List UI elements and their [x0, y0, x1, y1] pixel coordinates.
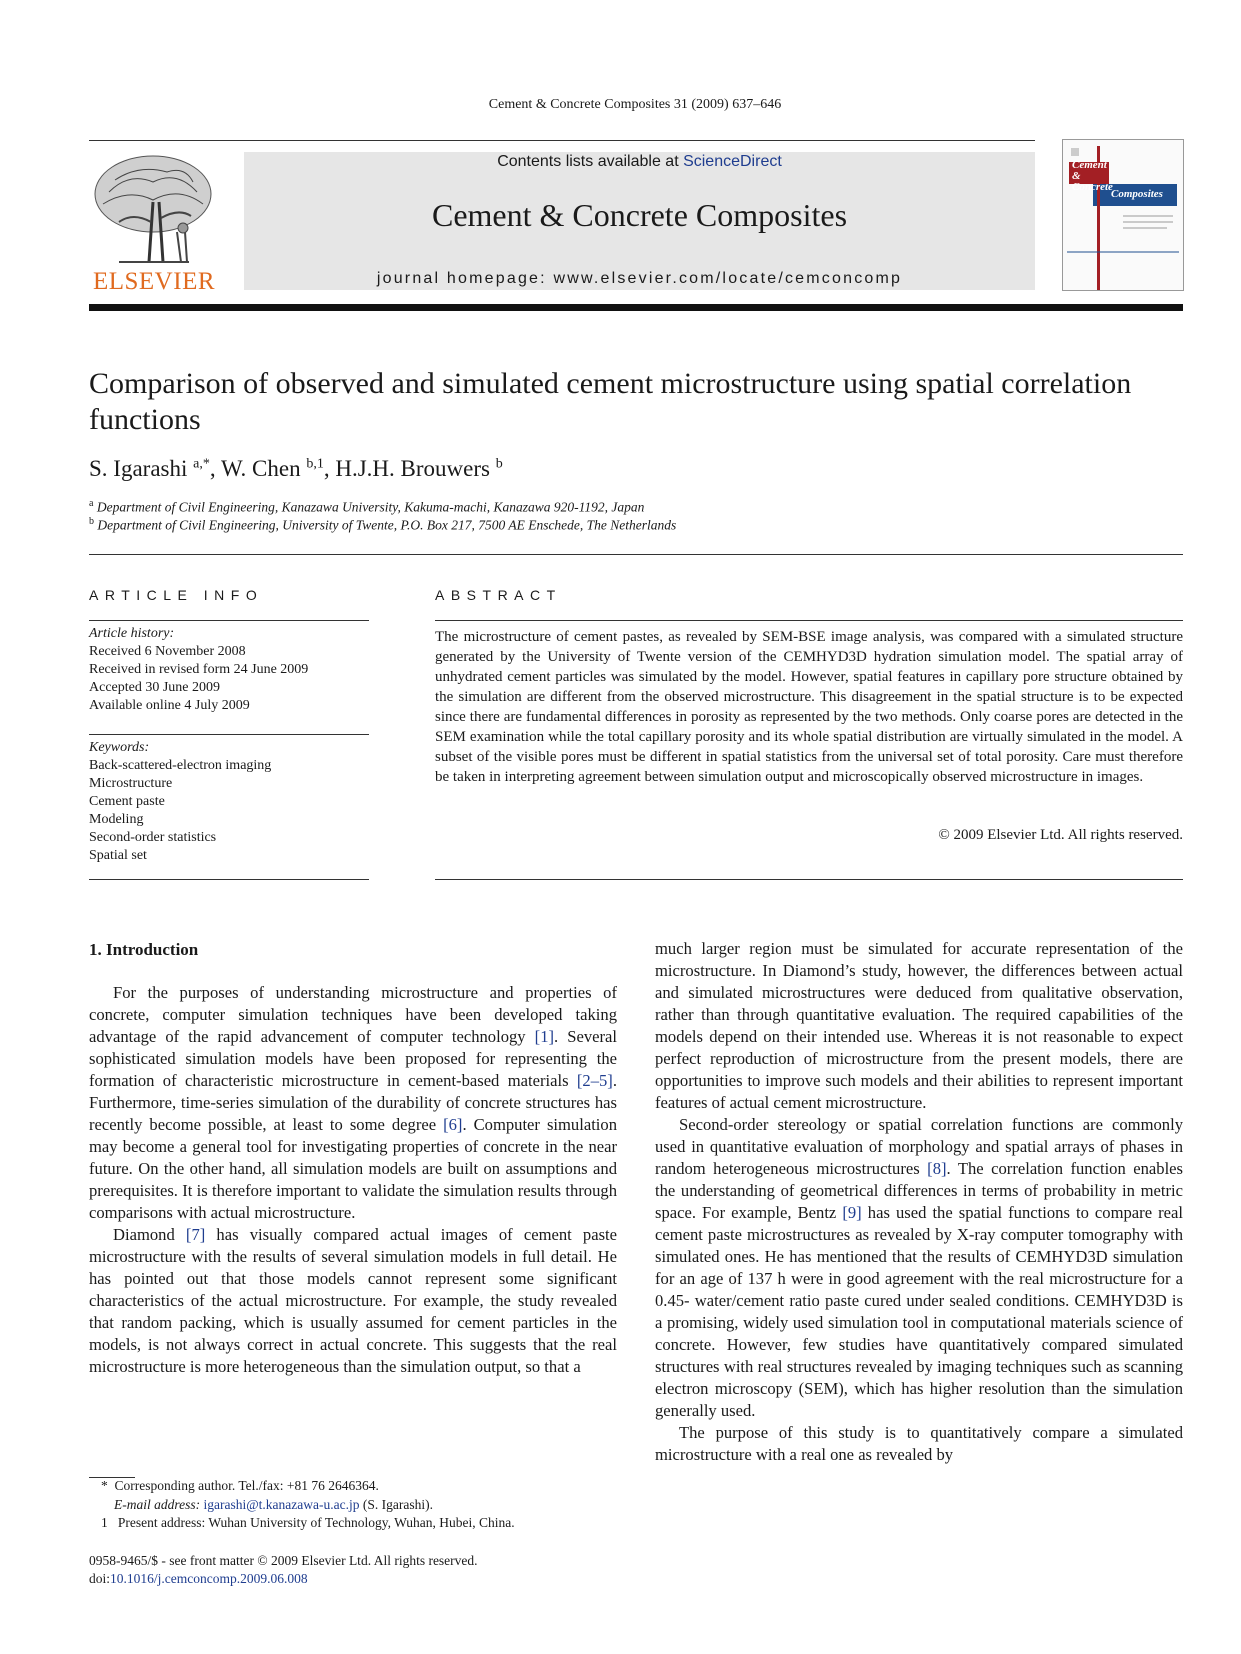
keyword-item: Cement paste — [89, 794, 165, 809]
body-column-left — [89, 982, 617, 1378]
journal-cover-thumbnail — [1062, 139, 1184, 291]
history-item: Accepted 30 June 2009 — [89, 680, 221, 695]
author-name: W. Chen — [220, 456, 301, 481]
contents-line — [244, 153, 1035, 171]
keyword-item: Back-scattered-electron imaging — [89, 758, 272, 773]
footnote-email — [114, 1497, 433, 1513]
history-item: Received in revised form 24 June 2009 — [89, 662, 309, 677]
info-rule — [89, 620, 369, 621]
affiliation-b — [89, 516, 676, 534]
elsevier-wordmark: ELSEVIER — [92, 268, 216, 295]
email-suffix: (S. Igarashi). — [362, 1497, 433, 1512]
running-head: Cement & Concrete Composites 31 (2009) 637–646 — [488, 97, 782, 112]
paragraph-text: For the purposes of understanding microstructure and properties of concrete, computer simulation techniques have been developed taking advantage of the rapid advancement of computer technology — [89, 983, 617, 1046]
citation-link[interactable]: [7] — [185, 1225, 206, 1244]
author-name: S. Igarashi — [89, 456, 188, 481]
footnote-text: Corresponding author. Tel./fax: +81 76 2646364. — [114, 1478, 379, 1493]
author-marks[interactable]: b — [495, 456, 503, 472]
author-name: H.J.H. Brouwers — [335, 456, 490, 481]
author-list: S. Igarashi $^{a,*}$, W. Chen $^{b,1}$, H.J.H. Brouwers $^b$ — [89, 456, 503, 481]
abstract-rule — [435, 620, 1183, 621]
paragraph — [89, 1224, 617, 1378]
abstract-copyright: © 2009 Elsevier Ltd. All rights reserved. — [938, 827, 1183, 843]
footnote-mark: * — [101, 1478, 108, 1493]
citation-link[interactable]: [6] — [443, 1115, 463, 1134]
keyword-item: Second-order statistics — [89, 830, 217, 845]
history-label: Article history: — [89, 626, 175, 641]
journal-homepage[interactable]: journal homepage: www.elsevier.com/locate/cemconcomp — [376, 270, 903, 287]
affiliation-a — [89, 498, 644, 516]
keywords-list — [89, 757, 271, 865]
footnote-text: Present address: Wuhan University of Technology, Wuhan, Hubei, China. — [117, 1515, 515, 1530]
paragraph-text: . Computer simulation may become a general tool for investigating properties of concrete in the near future. On the other hand, all simulation models are built on assumptions and prerequisites. It is therefore important to validate the simulation results through comparisons with actual microstructure. — [89, 1115, 618, 1222]
affiliation-text: Department of Civil Engineering, Kanazawa University, Kakuma-machi, Kanazawa 920-1192, Japan — [96, 499, 645, 515]
body-column-right — [655, 938, 1183, 1466]
email-label: E-mail address: — [114, 1497, 201, 1512]
affiliation-mark: b — [89, 516, 94, 527]
history-list — [89, 643, 308, 715]
paragraph — [655, 1114, 1183, 1422]
paragraph-text: has used the spatial functions to compare real cement paste microstructures as revealed by X-ray computer tomography with simulated ones. He has mentioned that the results of CEMHYD3D simulation for an age of 137 h were in good agreement with the real microstructure for a 0.45- water/cement ratio paste cured under sealed conditions. CEMHYD3D is a promising, widely used simulation tool in computational materials science of concrete. However, few studies have quantitatively compared simulated structures with real structures revealed by imaging techniques such as scanning electron microscopy (SEM), which has higher resolution than the simulation generally used. — [655, 1203, 1183, 1420]
citation-link[interactable]: [1] — [534, 1027, 555, 1046]
doi-line — [89, 1571, 308, 1587]
paragraph — [89, 982, 617, 1224]
abstract-rule — [435, 879, 1183, 880]
info-rule — [89, 879, 369, 880]
paragraph-text: has visually compared actual images of cement paste microstructure with the results of several simulation models in full detail. He has pointed out that those models cannot represent some significant characteristics of the actual microstructure. For example, the study revealed that random packing, which is usually assumed for cement particles in the models, is not always correct in actual concrete. This suggests that the real microstructure is more heterogeneous than the simulation output, so that a — [89, 1225, 618, 1376]
section-divider — [89, 554, 1183, 555]
keyword-item: Microstructure — [89, 776, 173, 791]
citation-link[interactable]: [2–5] — [576, 1071, 613, 1090]
header-thick-rule — [89, 304, 1183, 311]
history-item: Received 6 November 2008 — [89, 644, 246, 659]
affiliation-text: Department of Civil Engineering, University of Twente, P.O. Box 217, 7500 AE Enschede, The Netherlands — [97, 517, 677, 533]
footnote-corresponding — [101, 1478, 379, 1494]
paragraph-text: . Several sophisticated simulation models have been proposed for representing the formation of characteristic microstructure in cement-based materials — [89, 1027, 617, 1090]
author-marks[interactable]: a,* — [193, 456, 210, 472]
paragraph — [655, 1422, 1183, 1466]
keyword-item: Spatial set — [89, 848, 147, 863]
paragraph-text: Diamond — [113, 1225, 186, 1244]
journal-name: Cement & Concrete Composites — [431, 197, 848, 233]
top-rule — [89, 140, 1035, 141]
abstract-heading: ABSTRACT — [435, 587, 562, 603]
doi-link[interactable]: 10.1016/j.cemconcomp.2009.06.008 — [110, 1571, 308, 1586]
article-title: Comparison of observed and simulated cement microstructure using spatial correlation functions — [89, 367, 1132, 436]
article-info-heading: ARTICLE INFO — [89, 587, 264, 603]
email-link[interactable]: igarashi@t.kanazawa-u.ac.jp — [203, 1497, 360, 1512]
paragraph — [655, 938, 1183, 1114]
sciencedirect-link[interactable]: ScienceDirect — [683, 153, 782, 170]
contents-prefix: Contents lists available at — [497, 153, 684, 170]
cover-title-line2: Concrete — [1072, 181, 1113, 193]
cover-title-line1: Cement & — [1072, 159, 1107, 182]
history-item: Available online 4 July 2009 — [89, 698, 250, 713]
citation-link[interactable]: [9] — [842, 1203, 862, 1222]
citation-link[interactable]: [8] — [927, 1159, 947, 1178]
abstract-text: The microstructure of cement pastes, as revealed by SEM-BSE image analysis, was compared with a simulated structure generated by the University of Twente version of the CEMHYD3D hydration simulation model. The spatial array of unhydrated cement particles was simulated by the model. However, spatial features in capillary pore structure obtained by the simulation are different from the observed microstructure. This disagreement in the spatial structure is to be expected since there are fundamental differences in porosity as represented by the two methods. Only coarse pores are detected in the SEM examination while the total capillary porosity and its whole spatial distribution are virtually simulated in the model. A subset of the visible pores must be different in spatial statistics from the universal set of total porosity. Care must therefore be taken in interpreting agreement between simulation output and microscopically observed microstructure in images. — [435, 629, 1183, 785]
footnote-present-address — [101, 1515, 515, 1531]
keyword-item: Modeling — [89, 812, 144, 827]
section-heading: 1. Introduction — [89, 940, 199, 959]
keywords-label: Keywords: — [89, 740, 150, 755]
footnote-mark: 1 — [101, 1515, 108, 1530]
front-matter-line: 0958-9465/$ - see front matter © 2009 Elsevier Ltd. All rights reserved. — [89, 1553, 478, 1568]
doi-label: doi: — [89, 1571, 111, 1586]
paragraph-text: much larger region must be simulated for accurate representation of the microstructure. In Diamond’s study, however, the differences between actual and simulated microstructures were deduced from qualitative observation, rather than through quantitative evaluation. The required capabilities of the models depend on their intended use. Whereas it is not reasonable to expect perfect reproduction of microstructure from the present models, there are opportunities to improve such models and their abilities to represent important features of actual cement microstructure. — [655, 939, 1183, 1112]
paragraph-text: Second-order stereology or spatial correlation functions are commonly used in quantitative evaluation of morphology and spatial arrays of phases in random heterogeneous microstructures — [655, 1115, 1183, 1178]
info-rule — [89, 734, 369, 735]
affiliation-mark: a — [89, 498, 94, 509]
tree-icon — [89, 152, 217, 270]
paragraph-text: The purpose of this study is to quantitatively compare a simulated microstructure with a real one as revealed by — [655, 1423, 1183, 1464]
author-marks[interactable]: b,1 — [306, 456, 324, 472]
paragraph-text: . The correlation function enables the understanding of geometrical differences in terms of probability in metric space. For example, Bentz — [655, 1159, 1183, 1222]
cover-title-line3: Composites — [1111, 188, 1163, 200]
paragraph-text: . Furthermore, time-series simulation of the durability of concrete structures has recently become possible, at least to some degree — [89, 1071, 617, 1134]
